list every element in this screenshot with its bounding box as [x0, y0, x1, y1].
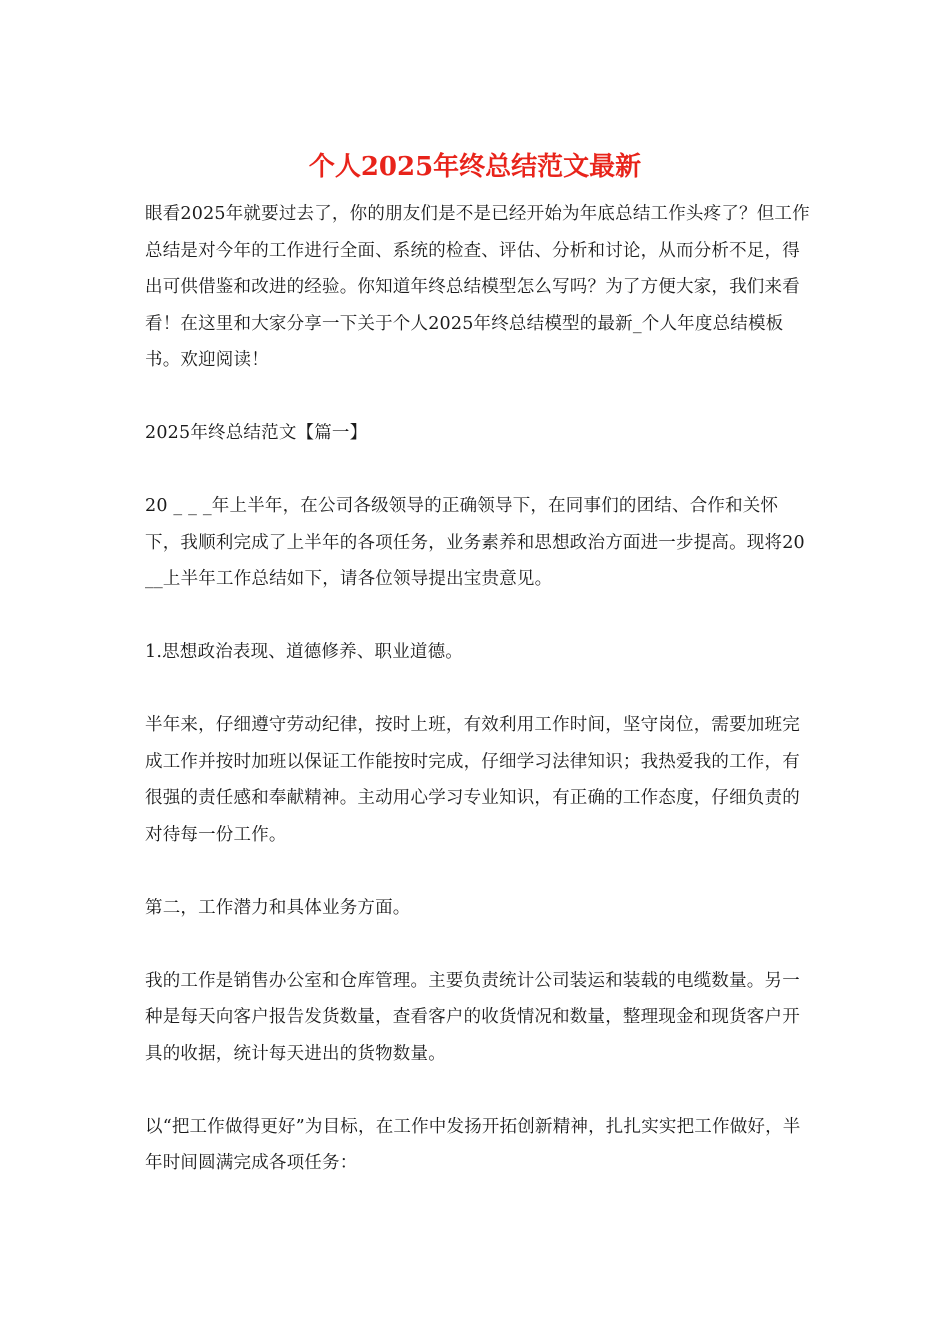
- paragraph-spacer: [145, 926, 810, 963]
- paragraph-spacer: [145, 1072, 810, 1109]
- body-paragraph: 20 _ _ _年上半年，在公司各级领导的正确领导下，在同事们的团结、合作和关怀下，我顺利完成了上半年的各项任务，业务素养和思想政治方面进一步提高。现将20__上半年工作总结如下，请各位领导提出宝贵意见。: [145, 496, 805, 589]
- body-paragraph: 半年来，仔细遵守劳动纪律，按时上班，有效利用工作时间，坚守岗位，需要加班完成工作并按时加班以保证工作能按时完成，仔细学习法律知识；我热爱我的工作，有很强的责任感和奉献精神。主动用心学习专业知识，有正确的工作态度，仔细负责的对待每一份工作。: [145, 715, 800, 845]
- paragraph-spacer: [145, 452, 810, 489]
- body-paragraph: 我的工作是销售办公室和仓库管理。主要负责统计公司装运和装载的电缆数量。另一种是每天向客户报告发货数量，查看客户的收货情况和数量，整理现金和现货客户开具的收据，统计每天进出的货物数量。: [145, 970, 800, 1064]
- list-heading: 1.思想政治表现、道德修养、职业道德。: [145, 642, 463, 662]
- paragraph-spacer: [145, 598, 810, 635]
- body-paragraph: 以“把工作做得更好”为目标，在工作中发扬开拓创新精神，扎扎实实把工作做好，半年时间圆满完成各项任务：: [145, 1116, 801, 1173]
- section-heading: 2025年终总结范文【篇一】: [145, 423, 368, 443]
- intro-paragraph: 眼看2025年就要过去了，你的朋友们是不是已经开始为年底总结工作头疼了？但工作总结是对今年的工作进行全面、系统的检查、评估、分析和讨论，从而分析不足，得出可供借鉴和改进的经验。你知道年终总结模型怎么写吗？为了方便大家，我们来看看！在这里和大家分享一下关于个人2025年终总结模型的最新_个人年度总结模板书。欢迎阅读！: [145, 204, 810, 370]
- list-heading: 第二，工作潜力和具体业务方面。: [145, 897, 411, 918]
- paragraph-spacer: [145, 853, 810, 890]
- paragraph-spacer: [145, 671, 810, 708]
- document-title: 个人2025年终总结范文最新: [308, 152, 642, 182]
- paragraph-spacer: [145, 379, 810, 416]
- document-body: [145, 196, 810, 1182]
